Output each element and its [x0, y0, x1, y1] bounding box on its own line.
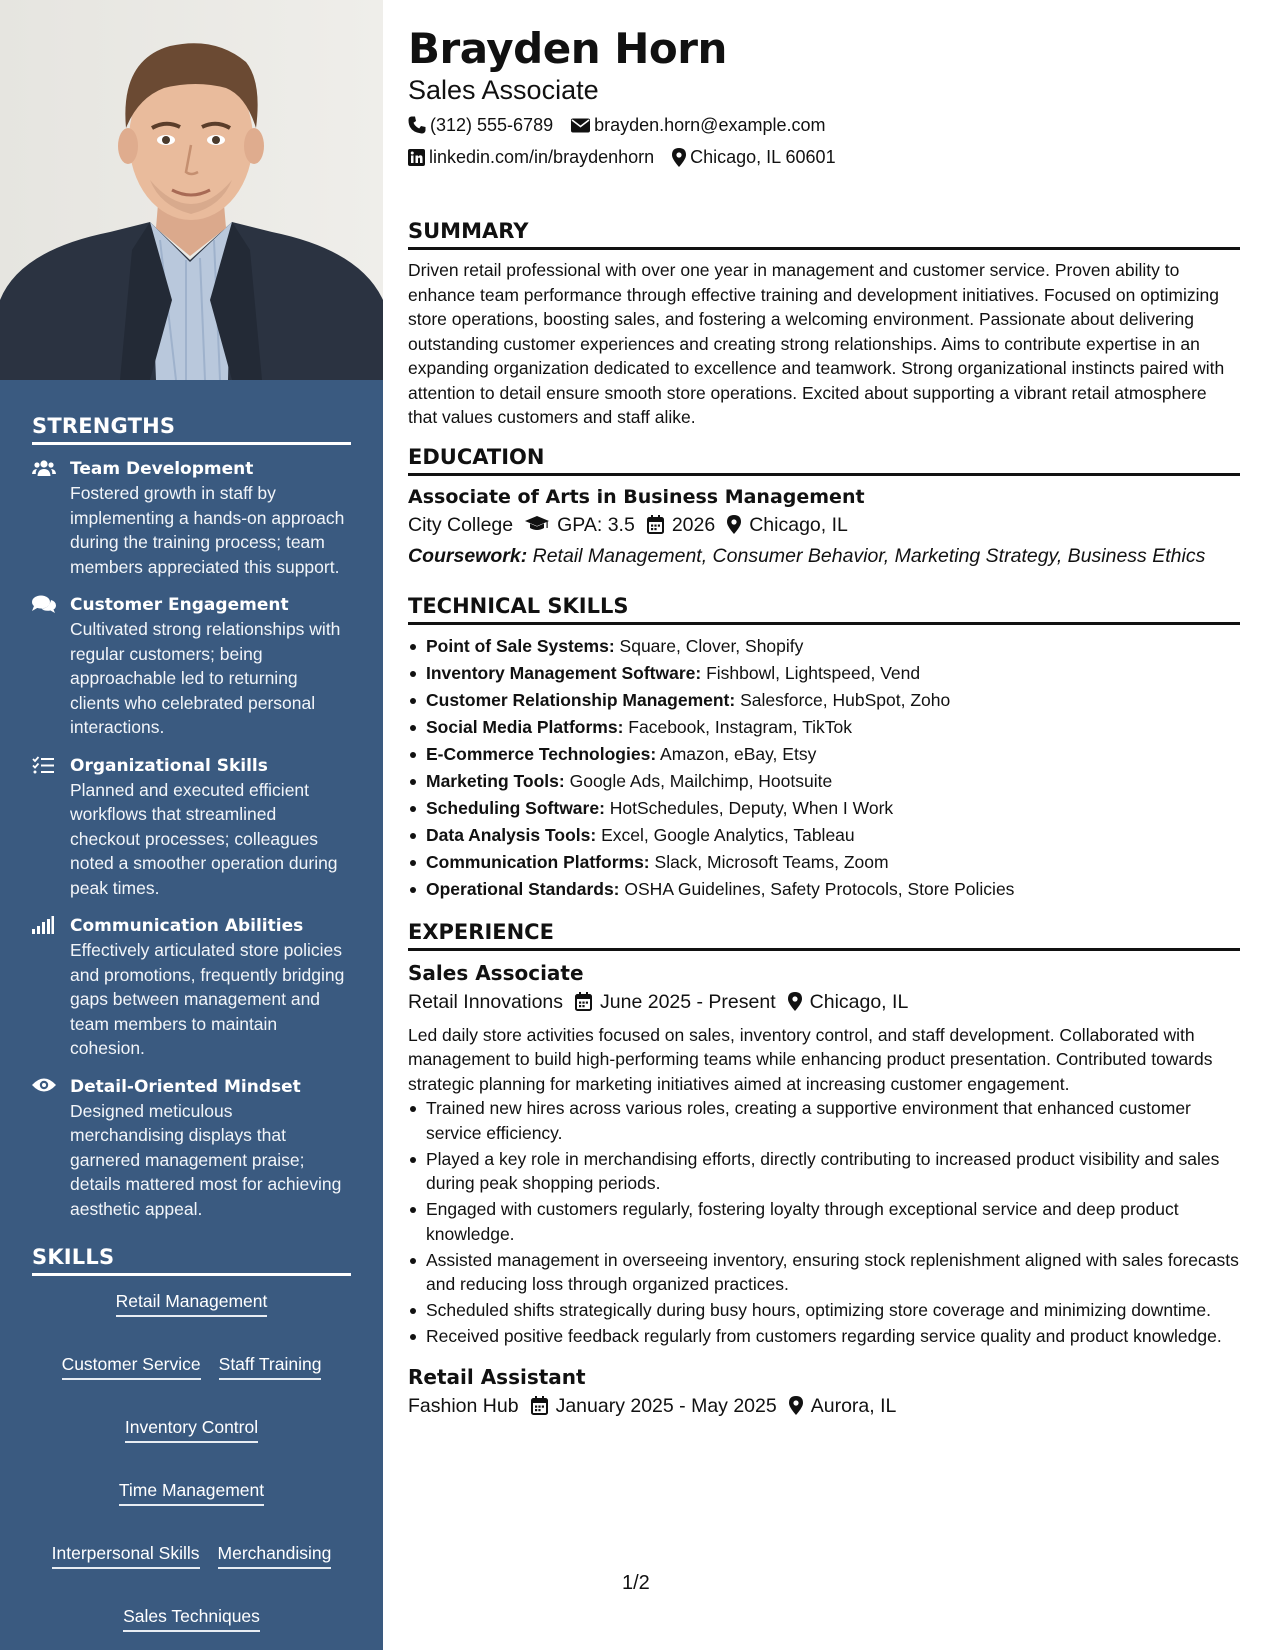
experience-section — [408, 919, 1240, 1421]
list-item — [408, 768, 1240, 795]
job-entry — [408, 959, 1240, 1349]
skill-label: Inventory Management Software: — [426, 662, 702, 683]
skill-value: OSHA Guidelines, Safety Protocols, Store Policies — [624, 878, 1015, 899]
phone-contact[interactable] — [408, 114, 553, 136]
portrait-illustration — [0, 0, 383, 380]
map-pin-icon — [672, 148, 686, 167]
job-title: Sales Associate — [408, 960, 584, 985]
strength-desc: Designed meticulous merchandising displays that garnered management praise; details mattered most for achieving aesthetic appeal. — [70, 1100, 342, 1219]
sidebar — [0, 0, 383, 1650]
education-section — [408, 444, 1240, 571]
skill-tag: Inventory Control — [125, 1416, 258, 1443]
list-item — [408, 741, 1240, 768]
coursework-label: Coursework: — [408, 544, 528, 567]
skill-value: Square, Clover, Shopify — [619, 635, 804, 656]
degree-title: Associate of Arts in Business Management — [408, 485, 865, 508]
strength-title: Customer Engagement — [70, 595, 289, 615]
list-item: Played a key role in merchandising efforts, directly contributing to increased product visibility and sales during peak shopping periods. — [408, 1147, 1240, 1196]
strength-desc: Cultivated strong relationships with regular customers; being approachable led to returning clients who celebrated personal interactions. — [70, 619, 341, 737]
list-item — [408, 849, 1240, 876]
users-icon — [32, 457, 70, 579]
skills-section — [0, 1245, 383, 1632]
school-name: City College — [408, 513, 514, 536]
summary-text: Driven retail professional with over one year in management and customer service. Proven ability to enhance team performance through effective training and development initiatives. Focused on optimizing store operations, boosting sales, and fostering a welcoming environment. Passionate about delivering outstanding customer experiences and creating strong relationships. Aims to contribute expertise in an expanding organization dedicated to excellence and teamwork. Strong organizational instincts paired with attention to detail ensure smooth store operations. Excited about supporting a vibrant retail atmosphere that values customers and staff alike. — [408, 260, 1225, 427]
calendar-icon — [575, 992, 592, 1011]
skill-tag: Sales Techniques — [123, 1605, 260, 1632]
strength-item — [32, 457, 351, 579]
skill-tag: Customer Service — [62, 1353, 201, 1380]
gpa-text: GPA: 3.5 — [557, 513, 635, 536]
education-meta — [408, 510, 1240, 540]
list-item: Scheduled shifts strategically during busy hours, optimizing store coverage and minimizing downtime. — [408, 1298, 1240, 1323]
skill-tag: Interpersonal Skills — [52, 1542, 200, 1569]
list-item: Assisted management in overseeing inventory, ensuring stock replenishment aligned with sales forecasts and reducing loss through organized practices. — [408, 1248, 1240, 1297]
skill-label: Marketing Tools: — [426, 770, 565, 791]
phone-text: (312) 555-6789 — [430, 115, 554, 135]
strength-item — [32, 593, 351, 740]
main-content — [408, 0, 1240, 1427]
email-contact[interactable] — [571, 114, 825, 136]
strength-title: Communication Abilities — [70, 916, 304, 936]
email-text: brayden.horn@example.com — [594, 115, 826, 135]
job-title: Retail Assistant — [408, 1364, 586, 1389]
skill-tag: Staff Training — [219, 1353, 322, 1380]
skill-value: Excel, Google Analytics, Tableau — [601, 824, 855, 845]
list-item — [408, 795, 1240, 822]
linkedin-contact[interactable] — [408, 146, 654, 168]
list-item — [408, 660, 1240, 687]
skill-label: E-Commerce Technologies: — [426, 743, 657, 764]
list-item: Trained new hires across various roles, creating a supportive environment that enhanced customer service efficiency. — [408, 1096, 1240, 1145]
job-summary: Led daily store activities focused on sales, inventory control, and staff development. Collaborated with management to build high-performing teams while enhancing product presentation. Contributed towards strategic planning for marketing initiatives aimed at increasing customer engagement. — [408, 1024, 1213, 1094]
job-entry — [408, 1363, 1240, 1421]
list-item: Received positive feedback regularly from customers regarding service quality and product knowledge. — [408, 1324, 1240, 1349]
education-location: Chicago, IL — [749, 513, 848, 536]
skill-label: Operational Standards: — [426, 878, 620, 899]
company-name: Fashion Hub — [408, 1394, 519, 1417]
strength-title: Organizational Skills — [70, 755, 268, 776]
skill-label: Data Analysis Tools: — [426, 824, 597, 845]
job-bullets — [408, 1096, 1240, 1349]
comments-icon — [32, 593, 70, 740]
location-text: Chicago, IL 60601 — [690, 147, 836, 167]
graduation-cap-icon — [525, 516, 549, 533]
linkedin-text: linkedin.com/in/braydenhorn — [429, 147, 655, 167]
strength-title: Detail-Oriented Mindset — [70, 1076, 301, 1097]
skill-label: Point of Sale Systems: — [426, 635, 615, 656]
list-item — [408, 822, 1240, 849]
contact-info — [408, 114, 1240, 168]
company-name: Retail Innovations — [408, 990, 564, 1013]
experience-heading: EXPERIENCE — [408, 919, 1240, 951]
job-location: Chicago, IL — [809, 990, 909, 1013]
calendar-icon — [531, 1396, 548, 1415]
skill-value: Facebook, Instagram, TikTok — [628, 716, 853, 737]
map-pin-icon — [788, 992, 802, 1011]
signal-bars-icon — [32, 914, 70, 1061]
coursework-list: Retail Management, Consumer Behavior, Marketing Strategy, Business Ethics — [532, 544, 1206, 567]
candidate-role: Sales Associate — [408, 75, 599, 105]
profile-photo — [0, 0, 383, 380]
strength-desc: Planned and executed efficient workflows that streamlined checkout processes; colleagues noted a smoother operation during peak times. — [70, 779, 338, 898]
list-item — [408, 876, 1240, 903]
strengths-heading: STRENGTHS — [32, 414, 351, 445]
list-item: Engaged with customers regularly, fostering loyalty through exceptional service and deep product knowledge. — [408, 1197, 1240, 1246]
skill-value: Fishbowl, Lightspeed, Vend — [706, 662, 921, 683]
summary-heading: SUMMARY — [408, 218, 1240, 250]
technical-skills-section — [408, 593, 1240, 903]
job-meta — [408, 987, 1240, 1017]
strength-desc: Fostered growth in staff by implementing a hands-on approach during the training process; team members appreciated this support. — [70, 483, 345, 577]
graduation-year: 2026 — [671, 513, 716, 536]
skill-label: Scheduling Software: — [426, 797, 605, 818]
list-item — [408, 714, 1240, 741]
list-item — [408, 687, 1240, 714]
summary-section — [408, 218, 1240, 430]
technical-skills-list — [408, 633, 1240, 903]
envelope-icon — [571, 118, 590, 133]
map-pin-icon — [727, 515, 741, 534]
list-check-icon — [32, 754, 70, 901]
map-pin-icon — [789, 1396, 803, 1415]
skill-value: HotSchedules, Deputy, When I Work — [609, 797, 894, 818]
skill-tag: Time Management — [119, 1479, 264, 1506]
skills-heading: SKILLS — [32, 1245, 351, 1276]
strength-item — [32, 1075, 351, 1222]
education-heading: EDUCATION — [408, 444, 1240, 476]
skill-label: Communication Platforms: — [426, 851, 650, 872]
skill-value: Google Ads, Mailchimp, Hootsuite — [569, 770, 833, 791]
skill-value: Amazon, eBay, Etsy — [660, 743, 817, 764]
job-location: Aurora, IL — [810, 1394, 897, 1417]
skill-value: Salesforce, HubSpot, Zoho — [740, 689, 951, 710]
technical-skills-heading: TECHNICAL SKILLS — [408, 593, 1240, 625]
skill-label: Social Media Platforms: — [426, 716, 624, 737]
coursework — [408, 541, 1240, 571]
strength-desc: Effectively articulated store policies and promotions, frequently bridging gaps between management and team members to maintain cohesion. — [70, 940, 345, 1058]
page-number: 1/2 — [622, 1572, 650, 1594]
eye-icon — [32, 1075, 70, 1222]
skill-value: Slack, Microsoft Teams, Zoom — [654, 851, 889, 872]
phone-icon — [408, 116, 426, 134]
linkedin-icon — [408, 149, 425, 166]
strength-item — [32, 754, 351, 901]
location-contact — [672, 146, 835, 168]
job-meta — [408, 1391, 1240, 1421]
skill-tag: Retail Management — [116, 1290, 268, 1317]
skill-tag: Merchandising — [218, 1542, 332, 1569]
job-dates: June 2025 - Present — [600, 990, 776, 1013]
strengths-section — [0, 414, 383, 1221]
skill-tags — [32, 1290, 351, 1632]
job-dates: January 2025 - May 2025 — [555, 1394, 777, 1417]
strength-title: Team Development — [70, 459, 254, 479]
list-item — [408, 633, 1240, 660]
skill-label: Customer Relationship Management: — [426, 689, 736, 710]
strength-item — [32, 914, 351, 1061]
calendar-icon — [647, 515, 664, 534]
candidate-name: Brayden Horn — [408, 24, 727, 73]
